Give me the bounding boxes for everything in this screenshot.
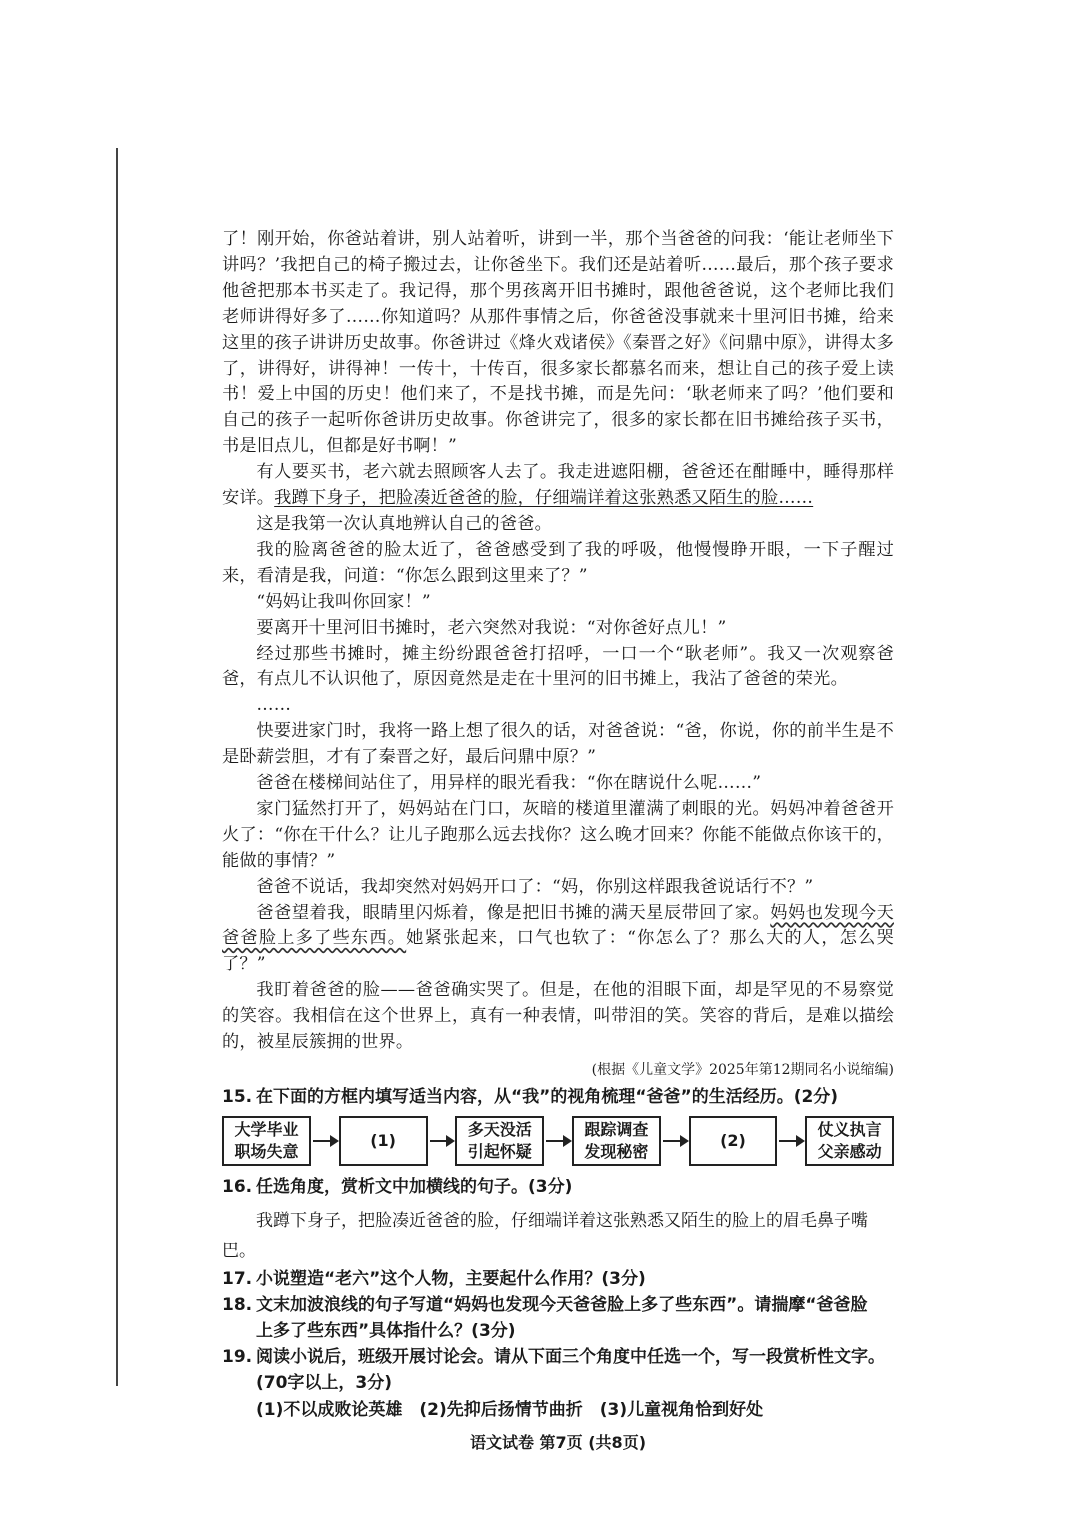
flow-box-line: 多天没活: [467, 1120, 532, 1139]
question-number: 17.: [222, 1269, 253, 1289]
passage-paragraph: 经过那些书摊时，摊主纷纷跟爸爸打招呼，一口一个“耿老师”。我又一次观察爸爸，有点儿不认识他了，原因竟然是走在十里河的旧书摊上，我沾了爸爸的荣光。: [222, 643, 894, 690]
passage-text: 爸爸望着我，眼睛里闪烁着，像是把旧书摊的满天星辰带回了家。: [256, 902, 771, 923]
flow-box-line: 父亲感动: [817, 1142, 882, 1161]
passage-paragraph: [222, 901, 894, 979]
binding-margin-line: [116, 148, 118, 1386]
question-19: [222, 1344, 894, 1370]
question-number: 15.: [222, 1087, 253, 1107]
question-19-continued: (70字以上，3分): [256, 1373, 393, 1393]
question-number: 18.: [222, 1295, 253, 1315]
passage-paragraph: “妈妈让我叫你回家！”: [256, 591, 431, 612]
flow-box-line: 仗义执言: [817, 1120, 882, 1139]
page-footer: 语文试卷 第7页 (共8页): [469, 1433, 647, 1452]
question-number: 16.: [222, 1177, 253, 1197]
question-number: 19.: [222, 1347, 253, 1367]
flow-box-line: 跟踪调查: [584, 1120, 649, 1139]
question-18-continued: 上多了些东西”具体指什么？(3分): [256, 1321, 516, 1341]
life-flowchart: [222, 1116, 894, 1166]
flow-box-blank-2[interactable]: [689, 1116, 778, 1166]
question-18: [222, 1292, 894, 1318]
flow-arrow: [779, 1140, 803, 1142]
flow-box-line: (2): [720, 1131, 746, 1150]
passage-paragraph: [222, 460, 894, 512]
flow-box-investigation: [572, 1116, 661, 1166]
question-text: 阅读小说后，班级开展讨论会。请从下面三个角度中任选一个，写一段赏析性文字。: [256, 1347, 885, 1367]
flow-box-line: 大学毕业: [234, 1120, 299, 1139]
question-17: [222, 1266, 894, 1292]
flow-box-line: (1): [370, 1131, 396, 1150]
passage-paragraph: 爸爸在楼梯间站住了，用异样的眼光看我：“你在瞎说什么呢……”: [256, 773, 762, 794]
wavy-underlined-sentence: 妈妈也发现今天爸爸脸上多了些东西。: [222, 902, 894, 949]
flow-box-blank-1[interactable]: [339, 1116, 428, 1166]
passage-paragraph: 这是我第一次认真地辨认自己的爸爸。: [256, 513, 552, 534]
passage-paragraph: 我盯着爸爸的脸——爸爸确实哭了。但是，在他的泪眼下面，却是罕见的不易察觉的笑容。我相信在这个世界上，真有一种表情，叫带泪的笑。笑容的背后，是难以描绘的，被星辰簇拥的世界。: [222, 980, 894, 1053]
flow-box-line: 发现秘密: [584, 1142, 649, 1161]
question-text: 在下面的方框内填写适当内容，从“我”的视角梳理“爸爸”的生活经历。(2分): [256, 1087, 839, 1107]
question-text: 任选角度，赏析文中加横线的句子。(3分): [256, 1177, 573, 1197]
flow-box-suspicion: [455, 1116, 544, 1166]
passage-text: 她紧张起来，口气也软了：“你怎么了？那么大的人，怎么哭了？”: [222, 928, 894, 975]
question-text: 文末加波浪线的句子写道“妈妈也发现今天爸爸脸上多了些东西”。请揣摩“爸爸脸: [256, 1295, 868, 1315]
question-text: 小说塑造“老六”这个人物，主要起什么作用？(3分): [256, 1269, 646, 1289]
underlined-sentence: 我蹲下身子，把脸凑近爸爸的脸，仔细端详着这张熟悉又陌生的脸……: [274, 488, 814, 509]
flow-box-graduation: [222, 1116, 311, 1166]
passage-text: 有人要买书，老六就去照顾客人去了。我走进遮阳棚，爸爸还在酣睡中，睡得那样安详。: [222, 462, 894, 509]
passage-paragraph: 快要进家门时，我将一路上想了很久的话，对爸爸说：“爸，你说，你的前半生是不是卧薪尝胆，才有了秦晋之好，最后问鼎中原？”: [222, 721, 894, 768]
passage-paragraph: 爸爸不说话，我却突然对妈妈开口了：“妈，你别这样跟我爸说话行不？”: [256, 876, 814, 897]
exam-page-content: [222, 227, 894, 1453]
passage-paragraph: 家门猛然打开了，妈妈站在门口，灰暗的楼道里灌满了刺眼的光。妈妈冲着爸爸开火了：“你在干什么？让儿子跑那么远去找你？这么晚才回来？你能不能做点你该干的，能做的事情？”: [222, 798, 894, 871]
question-15: [222, 1084, 894, 1110]
flow-arrow: [313, 1140, 337, 1142]
question-16: [222, 1174, 894, 1200]
flow-arrow: [663, 1140, 687, 1142]
question-19-options: (1)不以成败论英雄 (2)先抑后扬情节曲折 (3)儿童视角恰到好处: [256, 1400, 764, 1420]
quoted-sentence: 我蹲下身子，把脸凑近爸爸的脸，仔细端详着这张熟悉又陌生的脸上的眉毛鼻子嘴巴。: [222, 1211, 868, 1261]
flow-box-line: 职场失意: [234, 1142, 299, 1161]
passage-source: (根据《儿童文学》2025年第12期同名小说缩编): [591, 1062, 894, 1078]
flow-box-speak-up: [805, 1116, 894, 1166]
passage-paragraph: 了！刚开始，你爸站着讲，别人站着听，讲到一半，那个当爸爸的问我：‘能让老师坐下讲吗？’我把自己的椅子搬过去，让你爸坐下。我们还是站着听……最后，那个孩子要求他爸把那本书买走了。我记得，那个男孩离开旧书摊时，跟他爸爸说，这个老师比我们老师讲得好多了……你知道吗？从那件事情之后，你爸爸没事就来十里河旧书摊，给来这里的孩子讲讲历史故事。你爸讲过《烽火戏诸侯》《秦晋之好》《问鼎中原》，讲得太多了，讲得好，讲得神！一传十，十传百，很多家长都慕名而来，想让自己的孩子爱上读书！爱上中国的历史！他们来了，不是找书摊，而是先问：‘耿老师来了吗？’他们要和自己的孩子一起听你爸讲历史故事。你爸讲完了，很多的家长都在旧书摊给孩子买书，书是旧点儿，但都是好书啊！”: [222, 229, 894, 457]
passage-paragraph: 要离开十里河旧书摊时，老六突然对我说：“对你爸好点儿！”: [256, 617, 727, 638]
flow-box-line: 引起怀疑: [467, 1142, 532, 1161]
flow-arrow: [546, 1140, 570, 1142]
flow-arrow: [430, 1140, 454, 1142]
passage-paragraph: 我的脸离爸爸的脸太近了，爸爸感受到了我的呼吸，他慢慢睁开眼，一下子醒过来，看清是我，问道：“你怎么跟到这里来了？”: [222, 539, 894, 586]
passage-ellipsis: ……: [256, 695, 292, 716]
